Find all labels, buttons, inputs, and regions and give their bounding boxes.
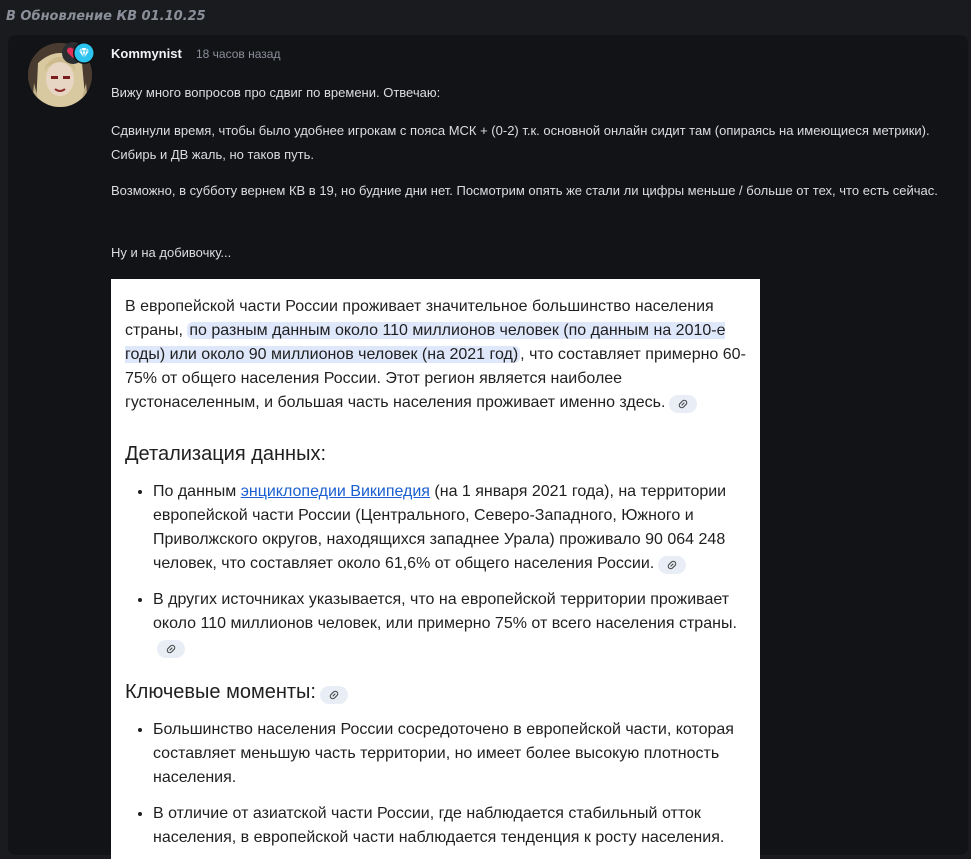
- section-heading: [125, 680, 750, 704]
- message-paragraph: Сдвинули время, чтобы было удобнее игрокам с пояса МСК + (0-2) т.к. основной онлайн сидит там (опираясь на имеющиеся метрики). Сибирь и ДВ жаль, но таков путь.: [111, 123, 930, 162]
- intro-text-end: , что составляет примерно 60-75% от общего населения России. Этот регион является наиболее густонаселенным, и большая часть населения проживает именно здесь.: [125, 346, 746, 411]
- message-paragraph: Ну и на добивочку...: [111, 245, 232, 260]
- source-link-chip[interactable]: [658, 556, 686, 574]
- link-icon: [677, 398, 689, 410]
- post-timestamp: 18 часов назад: [196, 47, 281, 61]
- heading-text: Ключевые моменты:: [125, 681, 316, 703]
- link-icon: [165, 643, 177, 655]
- list-item: • В отличие от азиатской части России, где наблюдается стабильный отток населения, в европейской части наблюдается тенденция к росту населения.: [153, 802, 750, 850]
- source-link-chip[interactable]: [320, 686, 348, 704]
- message-paragraph: Возможно, в субботу вернем КВ в 19, но будние дни нет. Посмотрим опять же стали ли цифры меньше / больше от тех, что есть сейчас.: [111, 183, 938, 198]
- link-icon: [328, 689, 340, 701]
- list-item-text: В других источниках указывается, что на европейской территории проживает около 110 миллионов человек, или примерно 75% от всего населения страны.: [153, 591, 737, 632]
- attached-screenshot[interactable]: [111, 279, 760, 859]
- wikipedia-link[interactable]: энциклопедии Википедия: [240, 483, 430, 500]
- author-name[interactable]: Kommynist: [111, 46, 182, 61]
- link-icon: [666, 559, 678, 571]
- list-item-text: (на 1 января 2021 года), на территории европейской части России (Центрального, Северо-Западного, Южного и Приволжского округов, находящихся западнее Урала) проживало 90 064 248 человек, что составляет около 61,6% от общего населения России.: [153, 483, 727, 572]
- list-item: [153, 588, 750, 660]
- intro-text: В европейской части России проживает значительное большинство населения страны,: [125, 298, 714, 339]
- list-item: • Большинство населения России сосредоточено в европейской части, которая составляет меньшую часть территории, но имеет более высокую плотность населения.: [153, 718, 750, 790]
- section-heading: Детализация данных:: [125, 443, 327, 465]
- diamond-icon: [74, 43, 94, 63]
- highlighted-text: по разным данным около 110 миллионов человек (по данным на 2010-е годы) или около 90 миллионов человек (на 2021 год): [125, 322, 726, 363]
- bullet-list: [125, 480, 750, 660]
- source-link-chip[interactable]: [157, 640, 185, 658]
- breadcrumb[interactable]: В Обновление КВ 01.10.25: [6, 9, 206, 24]
- intro-paragraph: [125, 295, 750, 415]
- list-item-text: По данным: [153, 483, 241, 500]
- thread-header: [0, 0, 971, 34]
- list-item: [153, 480, 750, 576]
- message-paragraph: Вижу много вопросов про сдвиг по времени. Отвечаю:: [111, 85, 441, 100]
- bullet-list: [125, 718, 750, 850]
- source-link-chip[interactable]: [669, 395, 697, 413]
- diamond-badge: [73, 42, 95, 64]
